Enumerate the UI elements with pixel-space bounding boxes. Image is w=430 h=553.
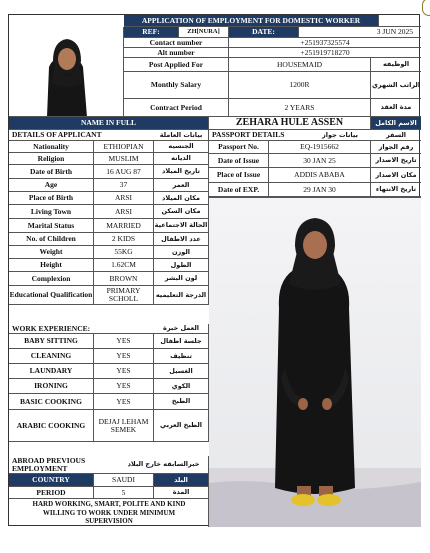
experience-2-value: YES xyxy=(94,364,154,378)
experience-0-row xyxy=(9,334,209,349)
applicant-1-ar: الديانه xyxy=(154,153,209,164)
applicant-2-value: 16 AUG 87 xyxy=(94,165,154,178)
applicant-2-row xyxy=(9,165,209,179)
applicant-7-row xyxy=(9,233,209,246)
passport-2-row xyxy=(209,168,421,183)
date-label: DATE: xyxy=(229,27,299,37)
passport-1-ar: تاريخ الاصدار xyxy=(375,156,417,165)
applicant-5-value: ARSI xyxy=(94,205,154,218)
experience-4-value: YES xyxy=(94,394,154,409)
abroad-employment-heading: ABROAD PREVIOUS EMPLOYMENT xyxy=(12,456,86,473)
applicant-0-value: ETHIOPIAN xyxy=(94,141,154,152)
experience-2-ar: الغسيل xyxy=(154,364,209,378)
applicant-4-row xyxy=(9,192,209,205)
passport-3-row xyxy=(209,183,421,197)
abroad-employment-heading-arabic: خبرالسابقه خارج البلاد xyxy=(119,456,209,473)
passport-1-row xyxy=(209,154,421,168)
passport-2-value: ADDIS ABABA xyxy=(269,168,371,182)
post-applied-value: HOUSEMAID xyxy=(229,58,371,71)
applicant-2-label: Date of Birth xyxy=(9,165,94,178)
passport-2-ar: مكان الاصدار xyxy=(375,170,417,179)
applicant-0-ar: الجنسيه xyxy=(154,141,209,152)
passport-0-value: EQ-1915662 xyxy=(269,141,371,153)
remarks: HARD WORKING, SMART, POLITE AND KIND WILLING TO WORK UNDER MINIMUM SUPERVISION xyxy=(32,499,186,526)
ref-label: REF: xyxy=(124,27,179,37)
passport-1-label: Date of Issue xyxy=(209,154,269,167)
applicant-9-label: Height xyxy=(9,259,94,271)
alt-number-value: +251919718270 xyxy=(300,48,350,57)
applicant-1-label: Religion xyxy=(9,153,94,164)
experience-0-label: BABY SITTING xyxy=(9,334,94,348)
applicant-6-ar: الحالة الاجتماعية xyxy=(154,219,209,232)
applicant-5-row xyxy=(9,205,209,219)
experience-1-label: CLEANING xyxy=(9,349,94,363)
passport-3-ar: تاريخ الانتهاء xyxy=(375,185,417,194)
country-label: COUNTRY xyxy=(9,474,94,486)
check-badge-icon xyxy=(422,0,430,16)
passport-heading-arabic-1: بيانات جواز xyxy=(322,130,358,139)
applicant-3-ar: العمر xyxy=(154,179,209,191)
alt-number-label: Alt number xyxy=(124,48,229,57)
contract-period-value: 2 YEARS xyxy=(229,99,371,116)
full-name: ZEHARA HULE ASSEN xyxy=(209,117,371,129)
experience-3-label: IRONING xyxy=(9,379,94,393)
applicant-4-label: Place of Birth xyxy=(9,192,94,204)
applicant-9-row xyxy=(9,259,209,272)
applicant-1-row xyxy=(9,153,209,165)
post-applied-arabic: الوظيفه xyxy=(382,60,410,69)
form-title: APPLICATION OF EMPLOYMENT FOR DOMESTIC WORKER xyxy=(124,15,379,26)
country-arabic: البلد xyxy=(154,474,209,486)
post-applied-label: Post Applied For xyxy=(124,58,229,71)
applicant-5-label: Living Town xyxy=(9,205,94,218)
applicant-10-label: Complexion xyxy=(9,272,94,285)
period-value: 5 xyxy=(94,487,154,498)
applicant-10-ar: لون البشر xyxy=(154,272,209,285)
applicant-1-value: MUSLIM xyxy=(94,153,154,164)
experience-4-row xyxy=(9,394,209,410)
applicant-details-heading: DETAILS OF APPLICANT xyxy=(12,130,102,140)
header-blank xyxy=(379,15,421,26)
experience-2-label: LAUNDARY xyxy=(9,364,94,378)
applicant-details-heading-arabic: بيانات العاملة xyxy=(154,130,209,140)
applicant-10-value: BROWN xyxy=(94,272,154,285)
experience-3-ar: الكوي xyxy=(154,379,209,393)
passport-heading-arabic-2: السفر xyxy=(386,130,407,139)
applicant-2-ar: تاريخ الميلاد xyxy=(154,165,209,178)
contact-value: +251937325574 xyxy=(300,38,350,47)
contact-label: Contact number xyxy=(124,38,229,47)
applicant-full-body-photo xyxy=(209,197,421,527)
applicant-0-row xyxy=(9,141,209,153)
passport-0-label: Passport No. xyxy=(209,141,269,153)
period-label: PERIOD xyxy=(9,487,94,498)
work-experience-heading-arabic: العمل خبرة xyxy=(154,324,209,333)
passport-2-label: Place of Issue xyxy=(209,168,269,182)
ref-value: ZH[NURA] xyxy=(179,27,229,37)
contract-period-arabic: مدة العقد xyxy=(380,103,412,112)
applicant-6-label: Marital Status xyxy=(9,219,94,232)
applicant-3-label: Age xyxy=(9,179,94,191)
name-arabic: الاسم الكامل xyxy=(371,117,421,129)
name-label: NAME IN FULL xyxy=(9,117,209,129)
applicant-8-value: 55KG xyxy=(94,246,154,258)
applicant-7-value: 2 KIDS xyxy=(94,233,154,245)
experience-1-ar: تنظيف xyxy=(154,349,209,363)
monthly-salary-arabic: الراتب الشهري xyxy=(371,80,421,89)
monthly-salary-label: Monthly Salary xyxy=(124,72,229,98)
experience-0-ar: جلسة اطفال xyxy=(154,334,209,348)
applicant-7-ar: عدد الاطفال xyxy=(154,233,209,245)
applicant-11-label: Educational Qualification xyxy=(9,286,94,304)
experience-1-value: YES xyxy=(94,349,154,363)
experience-5-row xyxy=(9,410,209,442)
experience-5-label: ARABIC COOKING xyxy=(9,410,94,441)
applicant-11-row xyxy=(9,286,209,305)
experience-3-value: YES xyxy=(94,379,154,393)
experience-0-value: YES xyxy=(94,334,154,348)
applicant-8-row xyxy=(9,246,209,259)
experience-4-label: BASIC COOKING xyxy=(9,394,94,409)
experience-5-ar: الطبخ العربي xyxy=(154,410,209,441)
experience-4-ar: الطبخ xyxy=(154,394,209,409)
applicant-11-value: PRIMARY SCHOLL xyxy=(94,286,154,304)
passport-details-heading: PASSPORT DETAILS xyxy=(212,130,285,140)
experience-5-value: DEJAJ LEHAM SEMEK xyxy=(94,410,154,441)
experience-3-row xyxy=(9,379,209,394)
passport-0-row xyxy=(209,141,421,154)
applicant-3-value: 37 xyxy=(94,179,154,191)
applicant-4-value: ARSI xyxy=(94,192,154,204)
passport-1-value: 30 JAN 25 xyxy=(269,154,371,167)
applicant-6-value: MARRIED xyxy=(94,219,154,232)
experience-2-row xyxy=(9,364,209,379)
experience-1-row xyxy=(9,349,209,364)
applicant-11-ar: الدرجة التعليميه xyxy=(154,286,209,304)
period-arabic: المدة xyxy=(154,487,209,498)
passport-3-label: Date of EXP. xyxy=(209,183,269,196)
contract-period-label: Contract Period xyxy=(124,99,229,116)
work-experience-heading: WORK EXPERIENCE: xyxy=(12,324,91,333)
applicant-4-ar: مكان الميلاد xyxy=(154,192,209,204)
applicant-0-label: Nationality xyxy=(9,141,94,152)
application-form xyxy=(8,14,420,526)
applicant-5-ar: مكان السكن xyxy=(154,205,209,218)
applicant-6-row xyxy=(9,219,209,233)
applicant-3-row xyxy=(9,179,209,192)
applicant-portrait-photo xyxy=(9,27,124,117)
monthly-salary-value: 1200R xyxy=(229,72,371,98)
applicant-8-ar: الوزن xyxy=(154,246,209,258)
applicant-9-value: 1.62CM xyxy=(94,259,154,271)
applicant-9-ar: الطول xyxy=(154,259,209,271)
passport-0-ar: رقم الجواز xyxy=(378,142,414,151)
country-value: SAUDI xyxy=(94,474,154,486)
applicant-8-label: Weight xyxy=(9,246,94,258)
date-value: 3 JUN 2025 xyxy=(376,27,413,37)
passport-3-value: 29 JAN 30 xyxy=(269,183,371,196)
applicant-10-row xyxy=(9,272,209,286)
applicant-7-label: No. of Children xyxy=(9,233,94,245)
